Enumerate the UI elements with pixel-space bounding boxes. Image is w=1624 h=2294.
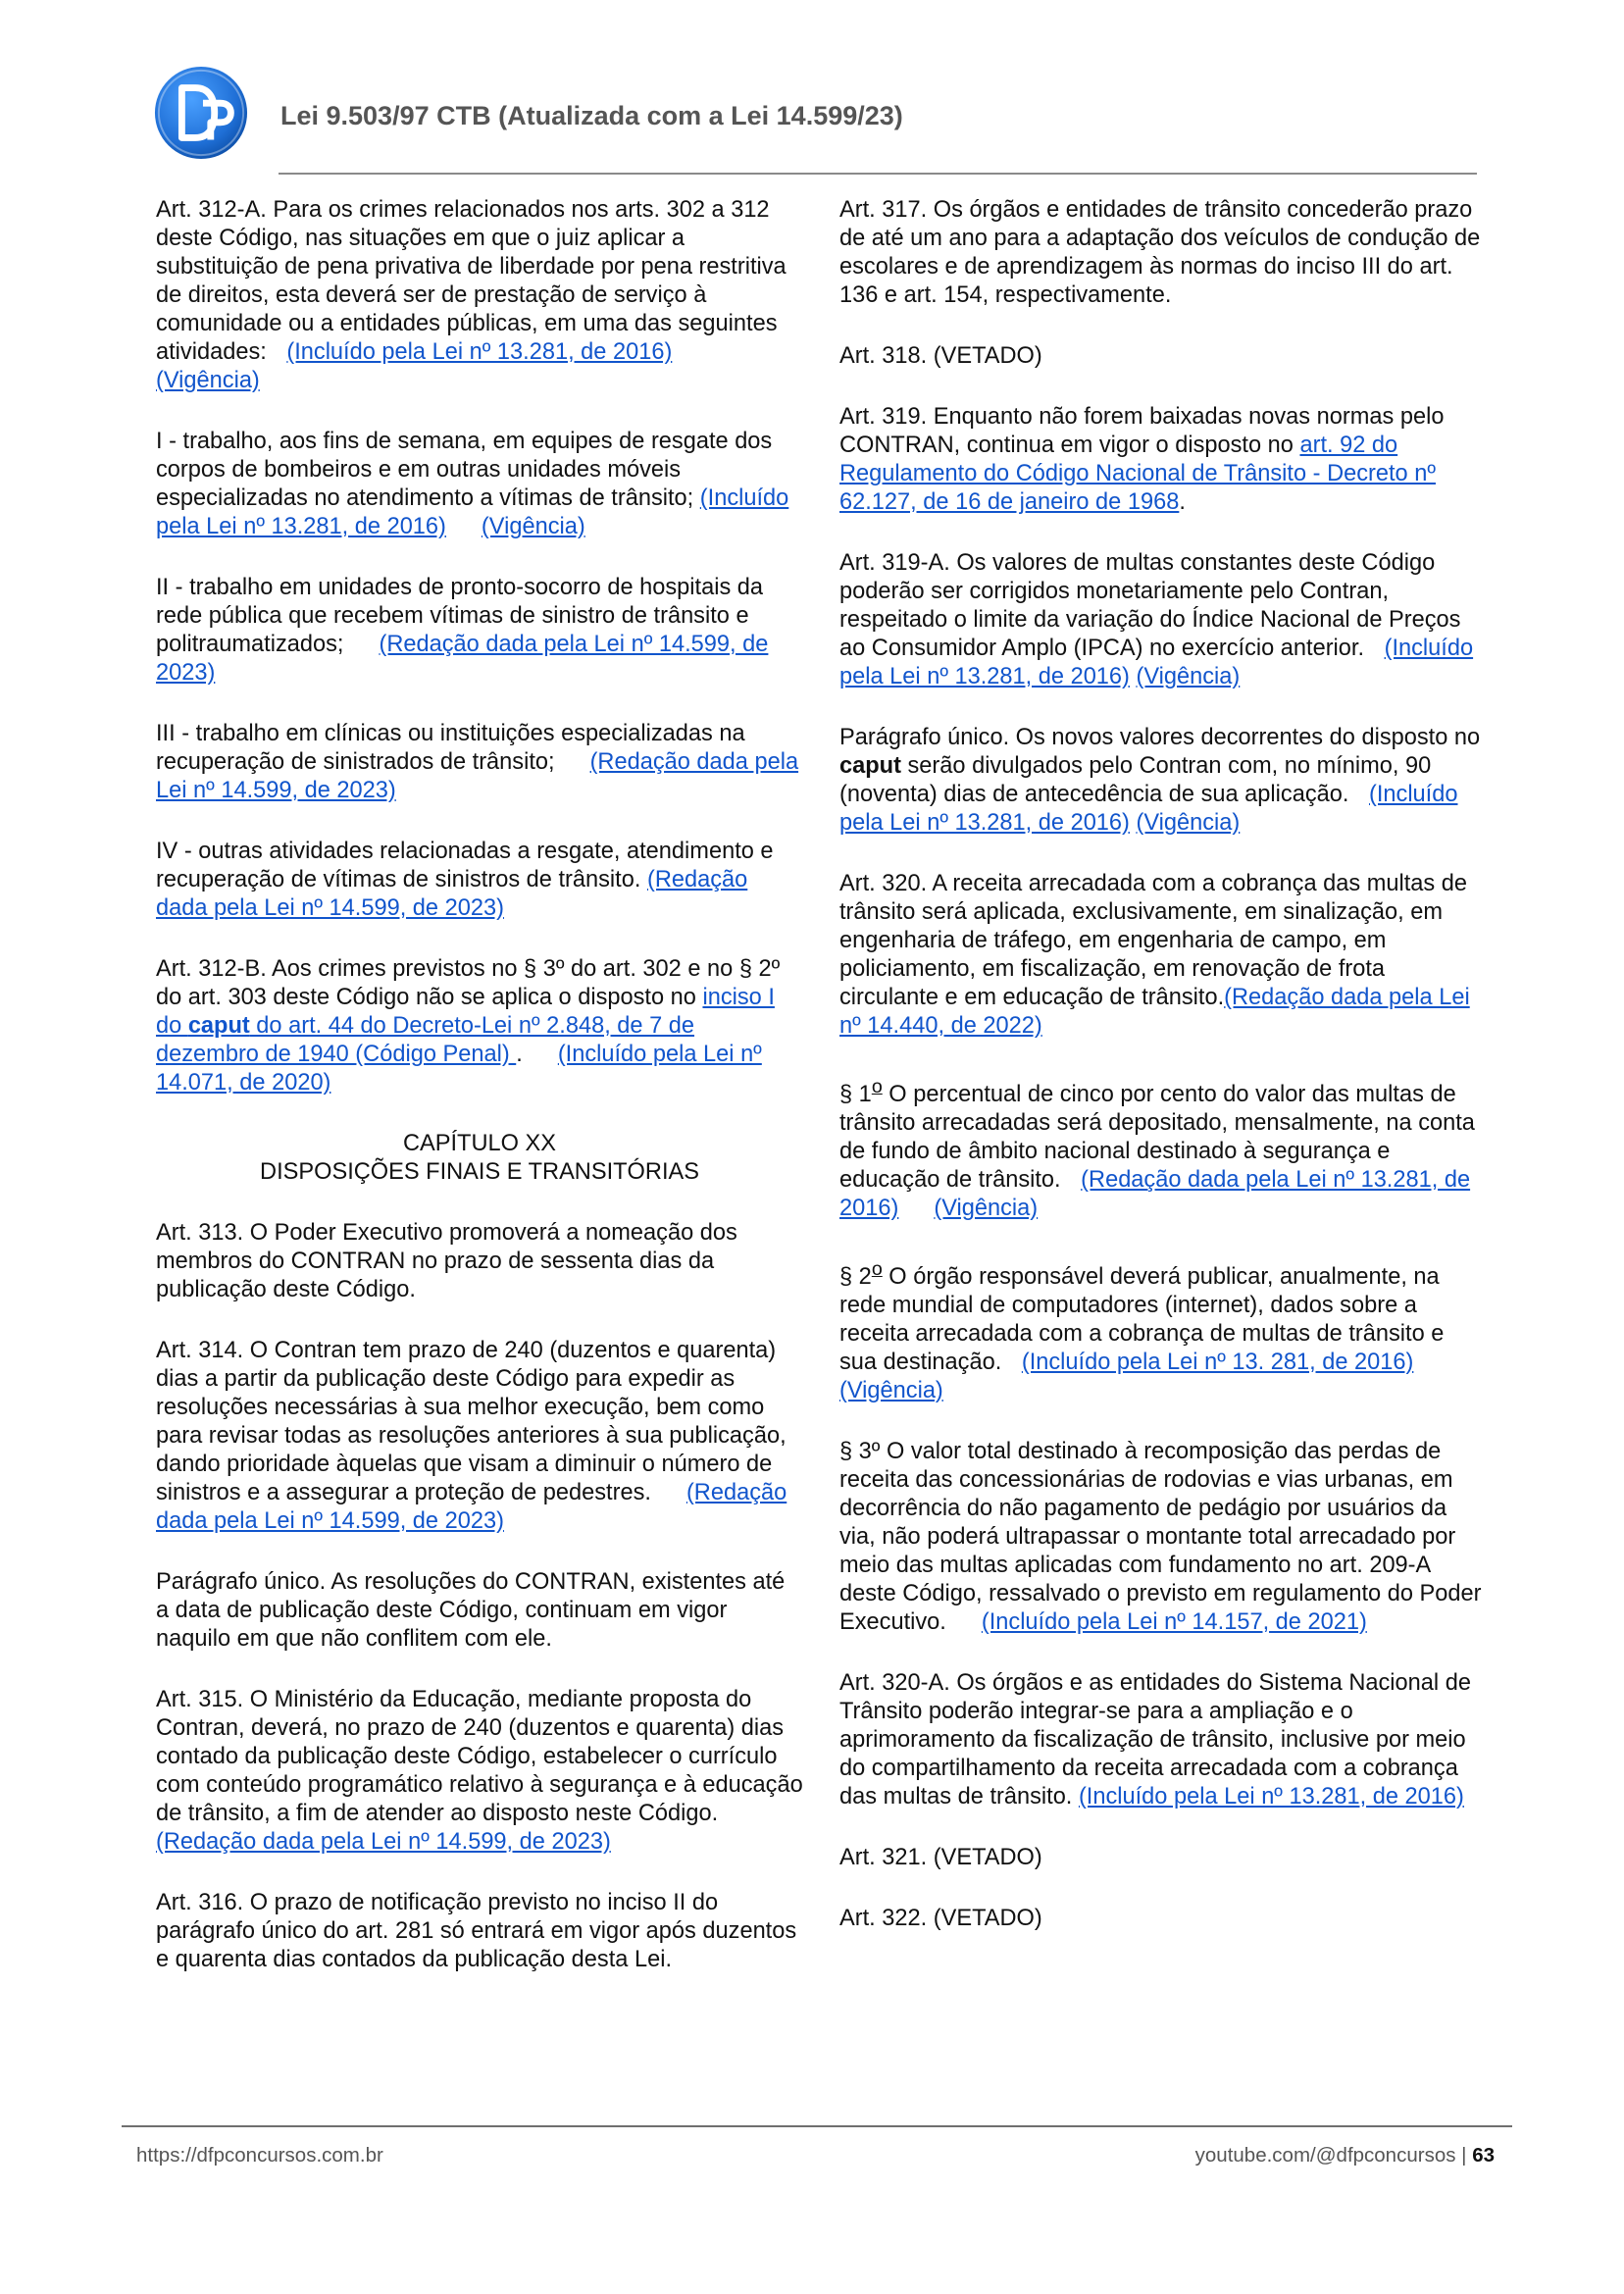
paragraph-text: Parágrafo único. Os novos valores decorrentes do disposto no <box>839 725 1481 750</box>
paragraph-2 <box>839 1255 1487 1405</box>
amendment-link[interactable]: (Incluído pela Lei nº 14.071, de 2020) <box>156 1042 762 1096</box>
right-column <box>839 196 1487 1965</box>
item-i <box>156 428 803 541</box>
footer-separator: | <box>1455 2144 1473 2167</box>
page-number: 63 <box>1472 2144 1495 2167</box>
article-text: Art. 312-B. Aos crimes previstos no § 3º do art. 302 e no § 2º do art. 303 deste Código não se aplica o disposto no <box>156 956 781 1010</box>
chapter-number: CAPÍTULO XX <box>402 1131 557 1156</box>
dfp-logo <box>153 65 249 161</box>
vigencia-link[interactable]: (Vigência) <box>1136 810 1241 836</box>
amendment-link[interactable]: (Incluído pela Lei nº 13.281, de 2016) <box>839 636 1474 689</box>
article-318: Art. 318. (VETADO) <box>839 343 1042 369</box>
footer-youtube[interactable]: youtube.com/@dfpconcursos <box>1194 2144 1456 2167</box>
decreto-link[interactable]: art. 92 do Regulamento do Código Nacional de Trânsito - Decreto nº 62.127, de 16 de janeiro de 1968 <box>839 433 1436 515</box>
item-iv <box>156 838 803 923</box>
article-text: Art. 319. Enquanto não forem baixadas novas normas pelo CONTRAN, continua em vigor o disposto no <box>839 404 1445 458</box>
item-ii <box>156 574 803 688</box>
left-column <box>156 196 803 2007</box>
punctuation: . <box>516 1042 523 1067</box>
punctuation: . <box>1179 489 1186 515</box>
paragraph-1 <box>839 1073 1487 1223</box>
item-text: IV - outras atividades relacionadas a resgate, atendimento e recuperação de vítimas de sinistros de trânsito. <box>156 839 774 892</box>
footer-website[interactable]: https://dfpconcursos.com.br <box>136 2144 383 2167</box>
article-315 <box>156 1686 803 1857</box>
paragraph-text: serão divulgados pelo Contran com, no mínimo, 90 (noventa) dias de antecedência de sua aplicação. <box>839 753 1432 807</box>
amendment-link[interactable]: (Incluído pela Lei nº 13.281, de 2016) <box>1078 1783 1464 1810</box>
article-317: Art. 317. Os órgãos e entidades de trânsito concederão prazo de até um ano para a adaptação dos veículos de condução de escolares e de aprendizagem às normas do inciso III do art. 136 e art. 154, respectivamente. <box>839 197 1481 308</box>
article-314-paragraph: Parágrafo único. As resoluções do CONTRAN, existentes até a data de publicação deste Código, continuam em vigor naquilo em que não conflitem com ele. <box>156 1569 786 1652</box>
article-319a-paragraph <box>839 724 1487 838</box>
article-313: Art. 313. O Poder Executivo promoverá a nomeação dos membros do CONTRAN no prazo de sessenta dias da publicação deste Código. <box>156 1220 737 1302</box>
item-text: III - trabalho em clínicas ou instituições especializadas na recuperação de sinistrados de trânsito; <box>156 721 745 775</box>
article-text: Art. 315. O Ministério da Educação, mediante proposta do Contran, deverá, no prazo de 240 (duzentos e quarenta) dias contado da publicação deste Código, estabelecer o currículo com conteúdo programático relativo à segurança e à educação de trânsito, a fim de atender ao disposto neste Código. <box>156 1687 803 1826</box>
item-text: I - trabalho, aos fins de semana, em equipes de resgate dos corpos de bombeiros e em outras unidades móveis especializadas no atendimento a vítimas de trânsito; <box>156 429 773 511</box>
amendment-link[interactable]: (Incluído pela Lei nº 13. 281, de 2016) <box>1021 1349 1414 1375</box>
article-312a <box>156 196 803 395</box>
vigencia-link[interactable]: (Vigência) <box>1136 664 1241 689</box>
paragraph-text: § 3º O valor total destinado à recomposição das perdas de receita das concessionárias de rodovias e vias urbanas, em decorrência do não pagamento de pedágio por usuários da via, não poderá ultrapassar o montante total arrecadado por meio das multas aplicadas com fundamento no art. 209-A deste Código, ressalvado o previsto em regulamento do Poder Executivo. <box>839 1438 1482 1635</box>
article-314 <box>156 1337 803 1536</box>
ordinal-indicator: o <box>871 1076 883 1097</box>
vigencia-link[interactable]: (Vigência) <box>156 368 260 393</box>
article-322: Art. 322. (VETADO) <box>839 1905 1042 1931</box>
bold-text: caput <box>839 753 901 779</box>
article-text: Art. 312-A. Para os crimes relacionados nos arts. 302 a 312 deste Código, nas situações em que o juiz aplicar a substituição de pena privativa de liberdade por pena restritiva de direitos, esta deverá ser de prestação de serviço à comunidade ou a entidades públicas, em uma das seguintes atividades: <box>156 197 787 365</box>
footer-divider <box>122 2125 1512 2127</box>
chapter-title: DISPOSIÇÕES FINAIS E TRANSITÓRIAS <box>260 1159 699 1185</box>
amendment-link[interactable]: (Incluído pela Lei nº 13.281, de 2016) <box>286 339 673 365</box>
amendment-link[interactable]: (Incluído pela Lei nº 13.281, de 2016) <box>839 782 1458 836</box>
article-text: Art. 319-A. Os valores de multas constantes deste Código poderão ser corrigidos monetariamente pelo Contran, respeitado o limite da variação do Índice Nacional de Preços ao Consumidor Amplo (IPCA) no exercício anterior. <box>839 550 1461 661</box>
vigencia-link[interactable]: (Vigência) <box>481 514 585 539</box>
paragraph-text: O órgão responsável deverá publicar, anualmente, na rede mundial de computadores (internet), dados sobre a receita arrecadada com a cobrança de multas de trânsito e sua destinação. <box>839 1263 1445 1375</box>
vigencia-link[interactable]: (Vigência) <box>839 1377 943 1403</box>
amendment-link[interactable]: (Redação dada pela Lei nº 14.599, de 2023) <box>156 632 769 686</box>
amendment-link[interactable]: (Redação dada pela Lei nº 14.599, de 2023) <box>156 1480 787 1534</box>
article-text: Art. 314. O Contran tem prazo de 240 (duzentos e quarenta) dias a partir da publicação deste Código para expedir as resoluções necessárias à sua melhor execução, bem como para revisar todas as resoluções anteriores à sua publicação, dando prioridade àquelas que visam a diminuir o número de sinistros e a assegurar a proteção de pedestres. <box>156 1338 787 1505</box>
article-312b <box>156 955 803 1097</box>
header-divider <box>279 173 1477 175</box>
amendment-link[interactable]: (Incluído pela Lei nº 14.157, de 2021) <box>981 1608 1367 1635</box>
link-bold-text: caput <box>187 1013 250 1039</box>
paragraph-label: § 1 <box>839 1081 872 1107</box>
footer-right <box>1195 2144 1495 2167</box>
amendment-link[interactable]: (Redação dada pela Lei nº 14.599, de 2023) <box>156 749 799 803</box>
amendment-link[interactable]: (Redação dada pela Lei nº 14.599, de 2023) <box>156 1829 611 1855</box>
item-text: II - trabalho em unidades de pronto-socorro de hospitais da rede pública que recebem vítimas de sinistro de trânsito e politraumatizados; <box>156 575 764 657</box>
amendment-link[interactable]: (Redação dada pela Lei nº 14.440, de 2022) <box>839 985 1470 1039</box>
document-title: Lei 9.503/97 CTB (Atualizada com a Lei 14.599/23) <box>280 101 903 130</box>
page-header <box>153 65 1477 175</box>
amendment-link[interactable]: (Incluído pela Lei nº 13.281, de 2016) <box>156 485 789 539</box>
article-319 <box>839 403 1487 517</box>
article-320 <box>839 870 1487 1041</box>
article-320a <box>839 1669 1487 1811</box>
amendment-link[interactable]: (Redação dada pela Lei nº 13.281, de 2016) <box>839 1166 1471 1221</box>
link-text: do art. 44 do Decreto-Lei nº 2.848, de 7 de dezembro de 1940 (Código Penal) <box>156 1013 695 1067</box>
paragraph-label: § 2 <box>839 1263 872 1290</box>
article-319a <box>839 549 1487 691</box>
amendment-link[interactable]: (Redação dada pela Lei nº 14.599, de 2023) <box>156 867 748 921</box>
ordinal-indicator: o <box>871 1257 883 1280</box>
article-text: Art. 320. A receita arrecadada com a cobrança das multas de trânsito será aplicada, exclusivamente, em sinalização, em engenharia de tráfego, em engenharia de campo, em policiamento, em fiscalização, em renovação de frota circulante e em educação de trânsito. <box>839 871 1468 1010</box>
article-321: Art. 321. (VETADO) <box>839 1844 1042 1870</box>
paragraph-text: O percentual de cinco por cento do valor das multas de trânsito arrecadadas será depositado, mensalmente, na conta de fundo de âmbito nacional destinado à segurança e educação de trânsito. <box>839 1081 1475 1193</box>
article-text: Art. 320-A. Os órgãos e as entidades do Sistema Nacional de Trânsito poderão integrar-se para a ampliação e o aprimoramento da fiscalização de trânsito, inclusive por meio do compartilhamento da receita arrecadada com a cobrança das multas de trânsito. <box>839 1669 1471 1810</box>
link-text: inciso I do <box>156 985 775 1039</box>
chapter-heading <box>156 1130 803 1187</box>
paragraph-3 <box>839 1438 1487 1637</box>
vigencia-link[interactable]: (Vigência) <box>934 1195 1039 1221</box>
item-iii <box>156 720 803 805</box>
article-316: Art. 316. O prazo de notificação previsto no inciso II do parágrafo único do art. 281 só entrará em vigor após duzentos e quarenta dias contados da publicação desta Lei. <box>156 1890 797 1972</box>
